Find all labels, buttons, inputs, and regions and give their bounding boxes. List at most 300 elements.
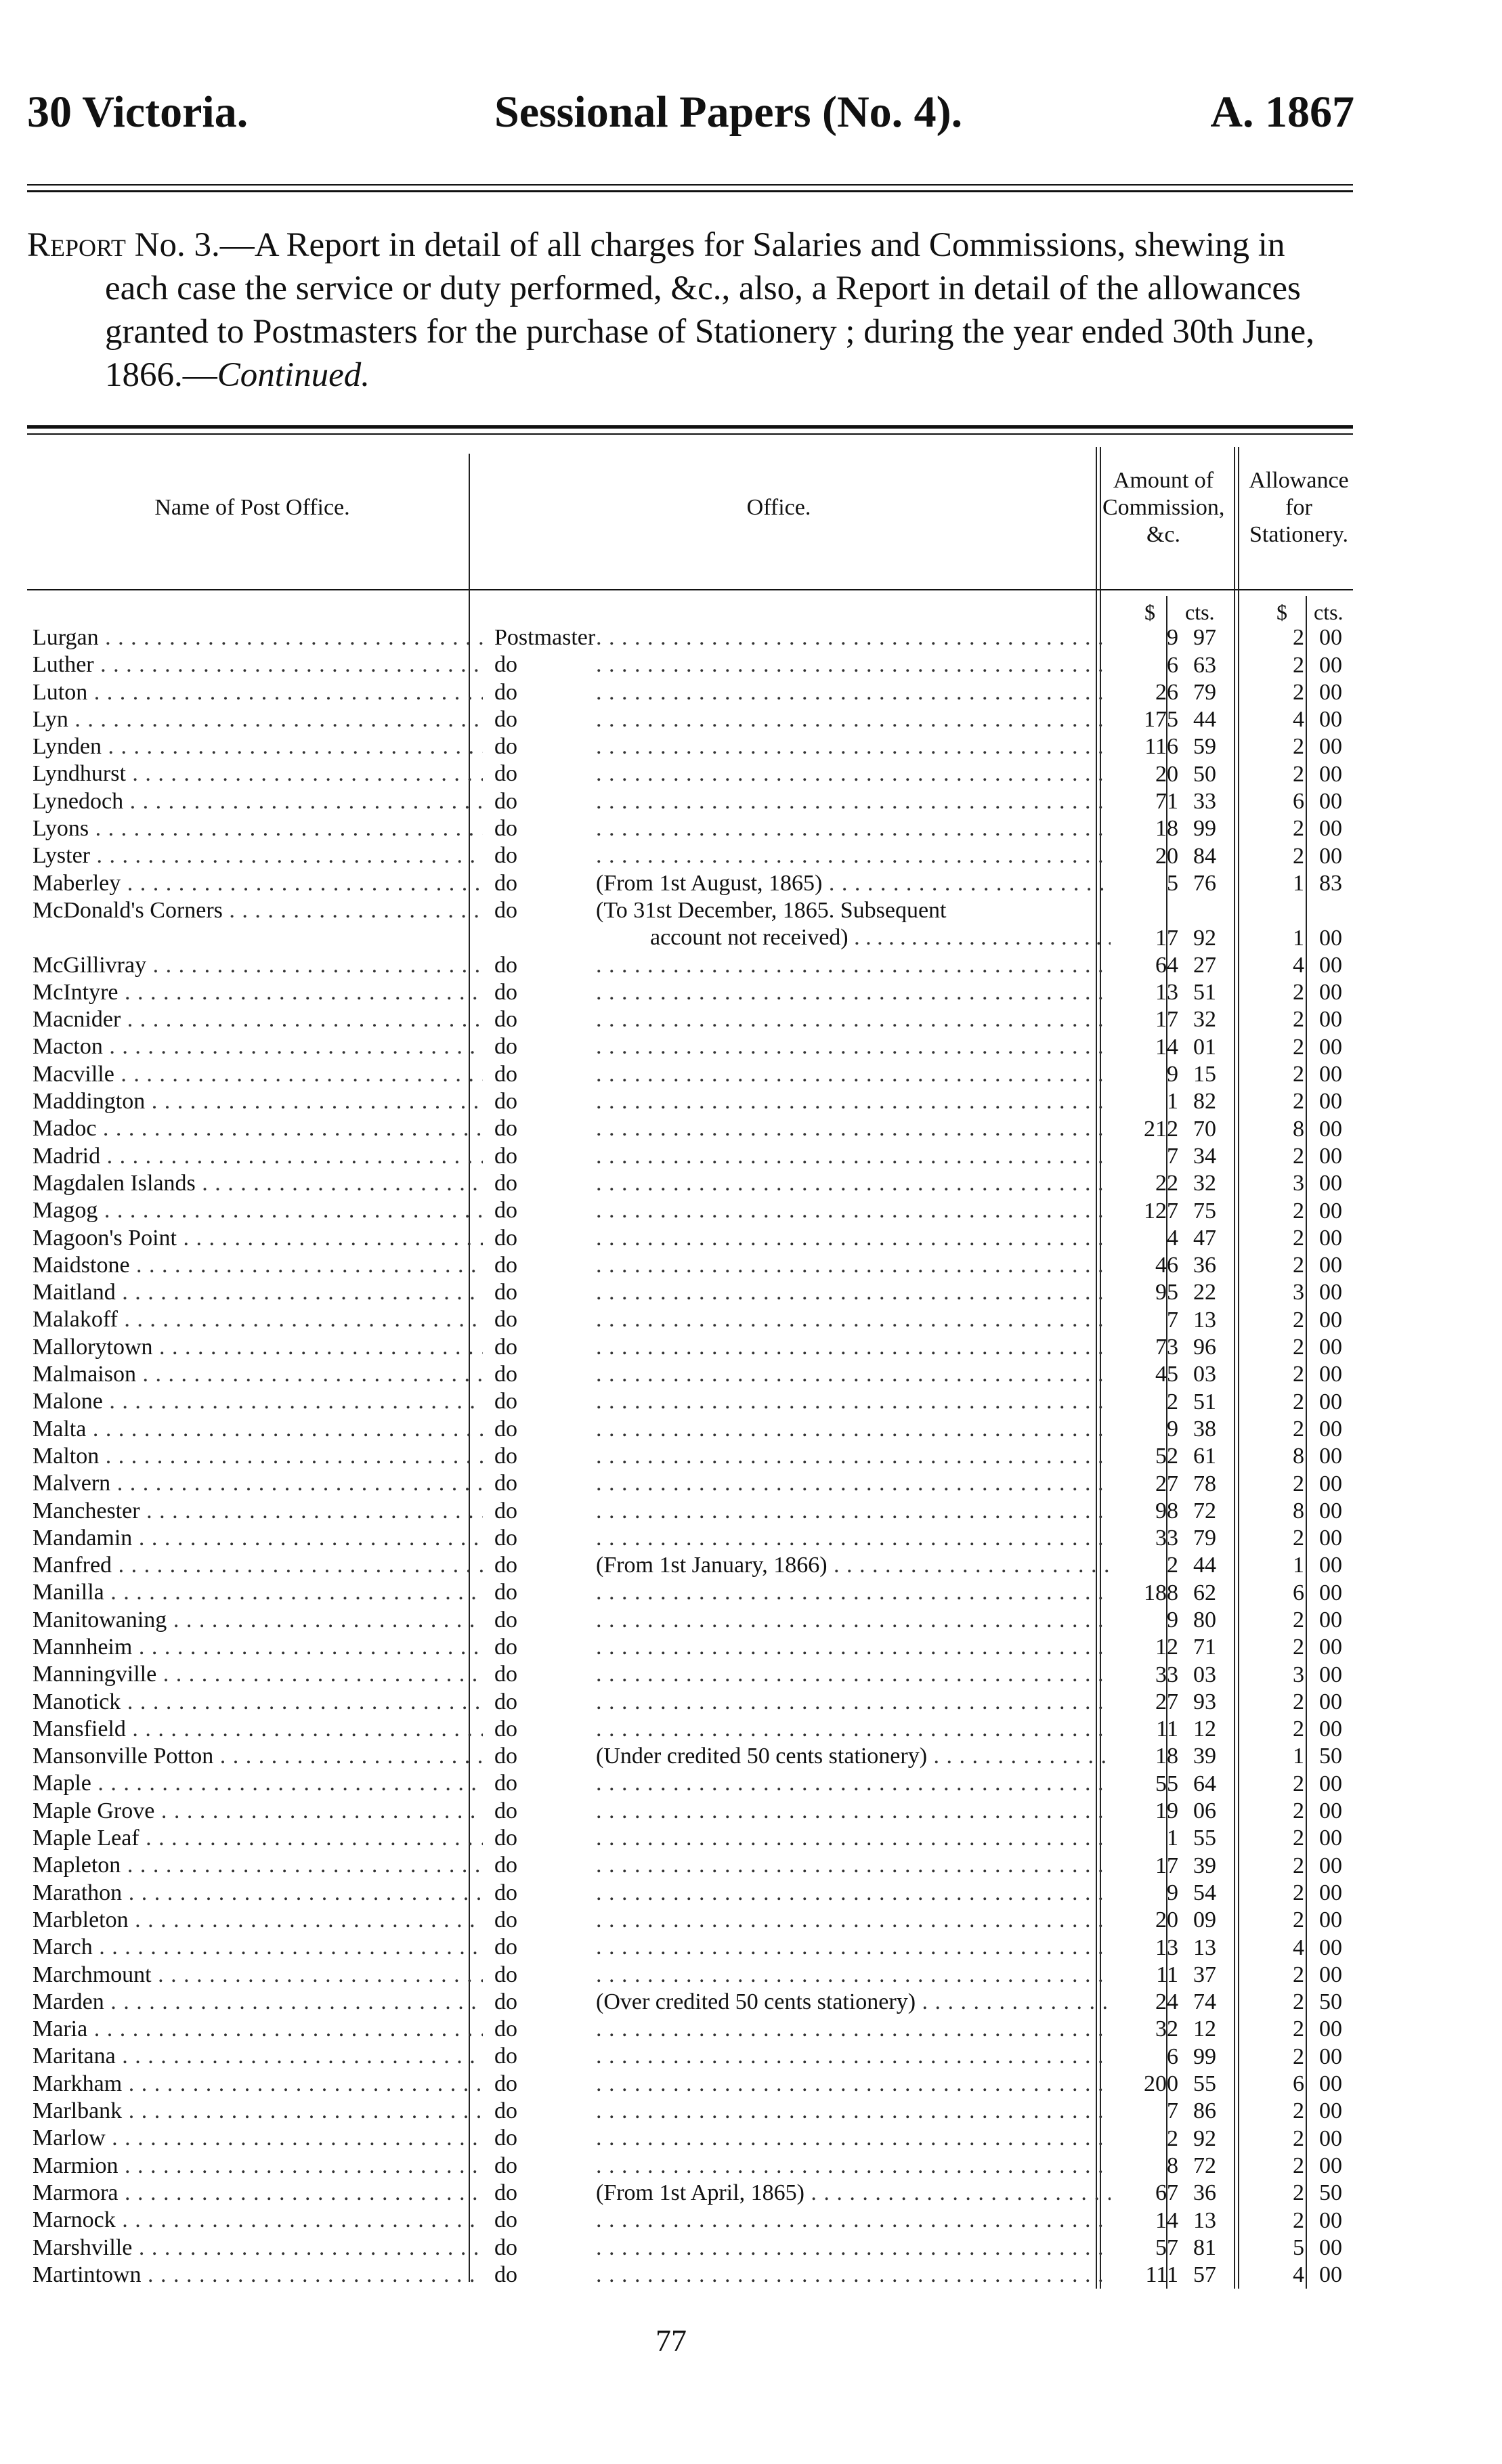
remark: (From 1st January, 1866) . . .: [596, 1552, 1111, 1579]
commission-cents: 01: [1193, 1034, 1216, 1060]
stationery-cents: 00: [1319, 1225, 1342, 1251]
table-row: [27, 1252, 1354, 1279]
office-title: do: [494, 1607, 517, 1633]
stationery-cents: 00: [1319, 1471, 1342, 1496]
office-title: do: [494, 1334, 517, 1360]
post-office-name: Lyn . . .: [33, 706, 483, 733]
commission-cents: 84: [1193, 843, 1216, 869]
commission-cents: 63: [1193, 652, 1216, 678]
table-row: [27, 1525, 1354, 1552]
post-office-name: McDonald's Corners . . .: [33, 897, 483, 924]
post-office-name: Marathon . . .: [33, 1880, 483, 1907]
post-office-name: Maple . . .: [33, 1770, 483, 1797]
commission-cents: 75: [1193, 1198, 1216, 1224]
post-office-name: Manitowaning . . .: [33, 1607, 483, 1634]
stationery-cents: 00: [1319, 734, 1342, 760]
stationery-cents: 00: [1319, 1034, 1342, 1060]
stationery-cents: 00: [1319, 789, 1342, 815]
post-office-name: Mannheim . . .: [33, 1634, 483, 1661]
stationery-cents: 00: [1319, 1498, 1342, 1523]
remark: [596, 979, 1111, 1006]
stationery-cents: 00: [1319, 707, 1342, 733]
commission-cents: 03: [1193, 1362, 1216, 1387]
column-header-stationery: Allowance for Stationery.: [1249, 468, 1349, 547]
table-row: [27, 2098, 1354, 2125]
commission-cents: 76: [1193, 870, 1216, 896]
post-office-name: Maple Leaf . . .: [33, 1825, 483, 1852]
office-title: do: [494, 1034, 517, 1060]
remark: [596, 1934, 1111, 1961]
stationery-dollars: 6: [1293, 2071, 1304, 2097]
table-row: [27, 1498, 1354, 1525]
table-row: [27, 1306, 1354, 1333]
commission-cents: 38: [1193, 1416, 1216, 1442]
commission-dollars: 67: [1155, 2180, 1178, 2206]
commission-cents: 72: [1193, 1498, 1216, 1523]
remark: [596, 1770, 1111, 1797]
post-office-name: Marchmount . . .: [33, 1962, 483, 1989]
stationery-dollars: 4: [1293, 707, 1304, 733]
table-row: [27, 1170, 1354, 1197]
stationery-cents: 00: [1319, 1116, 1342, 1142]
office-title: do: [494, 1170, 517, 1196]
table-row: [27, 1634, 1354, 1661]
remark: [596, 1907, 1111, 1934]
table-row: [27, 842, 1354, 869]
stationery-dollars: 2: [1293, 679, 1304, 705]
post-office-name: Maple Grove . . .: [33, 1798, 483, 1825]
remark: [596, 1170, 1111, 1197]
column-header-name: Name of Post Office.: [154, 495, 350, 520]
table-row: [27, 979, 1354, 1006]
commission-cents: 44: [1193, 707, 1216, 733]
remark: [596, 1416, 1111, 1443]
table-row: [27, 1470, 1354, 1497]
office-title: do: [494, 2180, 517, 2205]
remark: [596, 679, 1111, 706]
commission-dollars: 17: [1155, 1853, 1178, 1878]
commission-cents: 92: [1193, 2125, 1216, 2151]
commission-dollars: 20: [1155, 761, 1178, 787]
commission-cents: 80: [1193, 1607, 1216, 1633]
office-title: do: [494, 1662, 517, 1687]
stationery-dollars: 1: [1293, 1744, 1304, 1769]
table-row: [27, 2234, 1354, 2262]
stationery-cents: 00: [1319, 2207, 1342, 2233]
post-office-name: Mallorytown . . .: [33, 1334, 483, 1361]
table-row: [27, 1416, 1354, 1443]
commission-cents: 57: [1193, 2262, 1216, 2288]
stationery-dollars: 2: [1293, 1471, 1304, 1496]
stationery-cents: 00: [1319, 2044, 1342, 2069]
stationery-dollars: 2: [1293, 2207, 1304, 2233]
remark: [596, 1661, 1111, 1688]
header-year: A. 1867: [1210, 87, 1354, 137]
stationery-cents: 83: [1319, 870, 1342, 896]
report-text: No. 3.—A Report in detail of all charges for Salaries and Commissions, shewing in each case the service or duty performed, &c., also, a Report in detail of the allowances granted to Postmasters for the purchase of Stationery ; during the year ended 30th June, 1866.—: [105, 226, 1314, 394]
commission-dollars: 127: [1144, 1198, 1178, 1224]
post-office-name: Malta . . .: [33, 1416, 483, 1443]
stationery-cents: 00: [1319, 816, 1342, 842]
post-office-name: McIntyre . . .: [33, 979, 483, 1006]
post-office-name: Maria . . .: [33, 2016, 483, 2043]
stationery-cents: 00: [1319, 1825, 1342, 1851]
stationery-dollars: 2: [1293, 1825, 1304, 1851]
commission-cents: 78: [1193, 1471, 1216, 1496]
stationery-cents: 00: [1319, 2234, 1342, 2260]
commission-cents: 51: [1193, 980, 1216, 1006]
commission-dollars: 27: [1155, 1689, 1178, 1714]
stationery-dollars: 2: [1293, 2180, 1304, 2206]
remark: [596, 1607, 1111, 1634]
office-title: do: [494, 1007, 517, 1033]
commission-dollars: 57: [1155, 2234, 1178, 2260]
stationery-dollars: 4: [1293, 2262, 1304, 2288]
commission-dollars: 9: [1167, 1880, 1178, 1905]
commission-dollars: 17: [1155, 925, 1178, 951]
post-office-name: Maddington . . .: [33, 1088, 483, 1115]
stationery-dollars: 2: [1293, 1716, 1304, 1742]
stationery-dollars: 2: [1293, 1253, 1304, 1278]
stationery-dollars: 5: [1293, 2234, 1304, 2260]
post-office-name: Marbleton . . .: [33, 1907, 483, 1934]
stationery-cents: 00: [1319, 1389, 1342, 1414]
table-row: [27, 1115, 1354, 1142]
office-title: do: [494, 1853, 517, 1878]
commission-dollars: 14: [1155, 1034, 1178, 1060]
stationery-cents: 00: [1319, 1307, 1342, 1333]
commission-dollars: 1: [1167, 1089, 1178, 1115]
table-row: [27, 1552, 1354, 1579]
table-row: [27, 1579, 1354, 1606]
commission-cents: 99: [1193, 2044, 1216, 2069]
table-row: [27, 1770, 1354, 1797]
post-office-name: Maritana . . .: [33, 2043, 483, 2070]
commission-cents: 93: [1193, 1689, 1216, 1714]
office-title: do: [494, 2262, 517, 2287]
stationery-cents: 00: [1319, 1089, 1342, 1115]
stationery-dollars: 2: [1293, 1034, 1304, 1060]
office-title: do: [494, 1907, 517, 1932]
remark: [596, 1361, 1111, 1388]
table-row: [27, 952, 1354, 979]
remark: [596, 2125, 1111, 2152]
commission-cents: 32: [1193, 1171, 1216, 1196]
commission-dollars: 188: [1144, 1580, 1178, 1605]
commission-dollars: 20: [1155, 1907, 1178, 1933]
post-office-name: Malone . . .: [33, 1388, 483, 1415]
office-title: Postmaster: [494, 625, 596, 650]
commission-dollars: 24: [1155, 1989, 1178, 2015]
table-row: [27, 1225, 1354, 1252]
post-office-name: Marlow . . .: [33, 2125, 483, 2152]
remark: [596, 1115, 1111, 1142]
commission-dollars: 9: [1167, 1062, 1178, 1087]
stationery-cents: 00: [1319, 843, 1342, 869]
office-title: do: [494, 734, 517, 760]
table-row: [27, 1361, 1354, 1388]
stationery-dollar-unit: $: [1276, 600, 1287, 624]
table-row: [27, 1934, 1354, 1961]
header-session: 30 Victoria.: [27, 87, 249, 137]
header-rule-thick: [27, 190, 1353, 192]
remark: [596, 1088, 1111, 1115]
stationery-cents: 00: [1319, 1798, 1342, 1824]
commission-cents: 36: [1193, 2180, 1216, 2206]
remark: [596, 1306, 1111, 1333]
stationery-dollars: 2: [1293, 1225, 1304, 1251]
post-office-name: Maitland . . .: [33, 1279, 483, 1306]
post-office-name: Lyons . . .: [33, 815, 483, 842]
table-row: [27, 788, 1354, 815]
remark: [596, 2016, 1111, 2043]
stationery-dollars: 2: [1293, 761, 1304, 787]
remark: [596, 760, 1111, 787]
stationery-dollars: 1: [1293, 870, 1304, 896]
stationery-cents-unit: cts.: [1314, 600, 1344, 624]
stationery-cents: 00: [1319, 925, 1342, 951]
office-title: do: [494, 652, 517, 678]
commission-dollars: 4: [1167, 1225, 1178, 1251]
stationery-dollars: 2: [1293, 1989, 1304, 2015]
post-office-name: Mapleton . . .: [33, 1852, 483, 1879]
table-row: [27, 1962, 1354, 1989]
office-title: do: [494, 897, 517, 923]
commission-dollars: 7: [1167, 1143, 1178, 1169]
table-row: [27, 651, 1354, 678]
stationery-dollars: 2: [1293, 1853, 1304, 1878]
remark: [596, 2071, 1111, 2098]
remark: [596, 1252, 1111, 1279]
stationery-dollars: 2: [1293, 980, 1304, 1006]
remark: [596, 706, 1111, 733]
remark: [596, 624, 1111, 651]
commission-dollars: 95: [1155, 1280, 1178, 1305]
stationery-cents: 00: [1319, 1362, 1342, 1387]
office-title: do: [494, 1771, 517, 1796]
stationery-dollars: 2: [1293, 2098, 1304, 2124]
table-row: [27, 1033, 1354, 1060]
post-office-name: Magdalen Islands . . .: [33, 1170, 483, 1197]
stationery-dollars: 2: [1293, 652, 1304, 678]
stationery-cents: 00: [1319, 952, 1342, 978]
commission-dollars: 9: [1167, 1416, 1178, 1442]
stationery-dollars: 1: [1293, 1553, 1304, 1578]
stationery-dollars: 2: [1293, 1389, 1304, 1414]
post-office-name: Luton . . .: [33, 679, 483, 706]
office-title: do: [494, 2125, 517, 2151]
table-row: [27, 1006, 1354, 1033]
stationery-cents: 00: [1319, 1062, 1342, 1087]
stationery-dollars: 3: [1293, 1662, 1304, 1687]
commission-dollars: 6: [1167, 2044, 1178, 2069]
post-office-name: Macnider . . .: [33, 1006, 483, 1033]
stationery-dollars: 2: [1293, 1689, 1304, 1714]
table-row: [27, 870, 1354, 897]
remark: [596, 1825, 1111, 1852]
commission-cents: 54: [1193, 1880, 1216, 1905]
post-office-name: Marmora . . .: [33, 2180, 483, 2207]
commission-cents: 55: [1193, 2071, 1216, 2097]
table-top-rule-thin: [27, 433, 1353, 435]
stationery-dollars: 2: [1293, 1526, 1304, 1551]
table-row: [27, 1716, 1354, 1743]
commission-dollars: 33: [1155, 1662, 1178, 1687]
stationery-cents: 00: [1319, 1335, 1342, 1360]
remark: [596, 897, 1111, 951]
remark: [596, 842, 1111, 869]
stationery-dollars: 2: [1293, 1798, 1304, 1824]
post-office-name: Madoc . . .: [33, 1115, 483, 1142]
commission-dollars: 55: [1155, 1771, 1178, 1796]
remark: [596, 815, 1111, 842]
remark: [596, 1470, 1111, 1497]
table-row: [27, 2016, 1354, 2043]
stationery-cents: 00: [1319, 1771, 1342, 1796]
table-row: [27, 2262, 1354, 2289]
remark: [596, 1225, 1111, 1252]
post-office-name: Malton . . .: [33, 1443, 483, 1470]
remark: (Over credited 50 cents stationery) . . .: [596, 1989, 1111, 2016]
remark: [596, 1197, 1111, 1224]
office-title: do: [494, 2098, 517, 2124]
commission-cents: 44: [1193, 1553, 1216, 1578]
commission-cents: 64: [1193, 1771, 1216, 1796]
commission-dollars: 46: [1155, 1253, 1178, 1278]
remark: [596, 1525, 1111, 1552]
report-label: Report: [27, 226, 126, 264]
office-title: do: [494, 1389, 517, 1414]
office-title: do: [494, 2207, 517, 2233]
commission-dollars: 5: [1167, 870, 1178, 896]
post-office-name: Luther . . .: [33, 651, 483, 678]
commission-dollars: 19: [1155, 1798, 1178, 1824]
commission-dollars: 116: [1144, 734, 1178, 760]
stationery-cents: 00: [1319, 625, 1342, 651]
table-row: [27, 1689, 1354, 1716]
stationery-dollars: 2: [1293, 1335, 1304, 1360]
stationery-cents: 50: [1319, 1989, 1342, 2015]
remark: [596, 1334, 1111, 1361]
commission-cents: 06: [1193, 1798, 1216, 1824]
remark: [596, 2098, 1111, 2125]
office-title: do: [494, 1116, 517, 1142]
stationery-dollars: 2: [1293, 625, 1304, 651]
commission-dollars: 71: [1155, 789, 1178, 815]
stationery-dollars: 2: [1293, 2125, 1304, 2151]
table-row: [27, 1334, 1354, 1361]
stationery-cents: 00: [1319, 1880, 1342, 1905]
post-office-name: Maidstone . . .: [33, 1252, 483, 1279]
remark: [596, 1443, 1111, 1470]
commission-cents: 51: [1193, 1389, 1216, 1414]
stationery-dollars: 2: [1293, 734, 1304, 760]
office-title: do: [494, 1553, 517, 1578]
remark: [596, 1033, 1111, 1060]
stationery-dollars: 2: [1293, 1062, 1304, 1087]
commission-dollars: 1: [1167, 1825, 1178, 1851]
post-office-name: McGillivray . . .: [33, 952, 483, 979]
office-title: do: [494, 870, 517, 896]
remark: [596, 651, 1111, 678]
stationery-dollars: 2: [1293, 1362, 1304, 1387]
stationery-dollars: 6: [1293, 789, 1304, 815]
header-title: Sessional Papers (No. 4).: [494, 87, 963, 137]
remark: [596, 1279, 1111, 1306]
post-office-name: Manchester . . .: [33, 1498, 483, 1525]
table-row: [27, 760, 1354, 787]
post-office-name: Mandamin . . .: [33, 1525, 483, 1552]
remark: [596, 2207, 1111, 2234]
office-title: do: [494, 1471, 517, 1496]
commission-dollars: 11: [1156, 1716, 1178, 1742]
table-row: [27, 1798, 1354, 1825]
office-title: do: [494, 1252, 517, 1278]
stationery-dollars: 2: [1293, 1771, 1304, 1796]
commission-dollars: 212: [1144, 1116, 1178, 1142]
office-title: do: [494, 1143, 517, 1169]
stationery-cents: 00: [1319, 1907, 1342, 1933]
office-title: do: [494, 1744, 517, 1769]
stationery-cents: 00: [1319, 2125, 1342, 2151]
office-title: do: [494, 1716, 517, 1742]
commission-dollars: 111: [1145, 2262, 1178, 2288]
stationery-dollars: 3: [1293, 1171, 1304, 1196]
office-title: do: [494, 1498, 517, 1523]
commission-cents: 50: [1193, 761, 1216, 787]
remark: [596, 1716, 1111, 1743]
office-title: do: [494, 1061, 517, 1087]
office-title: do: [494, 1634, 517, 1660]
report-heading: [27, 223, 1354, 397]
stationery-dollars: 8: [1293, 1498, 1304, 1523]
stationery-dollars: 2: [1293, 1198, 1304, 1224]
office-title: do: [494, 1280, 517, 1305]
office-title: do: [494, 679, 517, 705]
remark: [596, 1689, 1111, 1716]
commission-dollars: 27: [1155, 1471, 1178, 1496]
post-office-name: Lynden . . .: [33, 733, 483, 760]
remark: [596, 1498, 1111, 1525]
post-office-name: Marshville . . .: [33, 2234, 483, 2262]
stationery-cents: 00: [1319, 1580, 1342, 1605]
table-row: [27, 2207, 1354, 2234]
commission-dollars: 2: [1167, 2125, 1178, 2151]
commission-cents: 15: [1193, 1062, 1216, 1087]
office-title: do: [494, 1225, 517, 1251]
office-title: do: [494, 843, 517, 869]
column-header-commission: Amount of Commission, &c.: [1102, 468, 1225, 547]
post-office-name: Malmaison . . .: [33, 1361, 483, 1388]
office-title: do: [494, 2016, 517, 2042]
stationery-dollars: 2: [1293, 816, 1304, 842]
stationery-dollars: 8: [1293, 1444, 1304, 1469]
table-row: [27, 1061, 1354, 1088]
post-office-name: Lynedoch . . .: [33, 788, 483, 815]
commission-dollar-unit: $: [1144, 600, 1155, 624]
commission-cents: 36: [1193, 1253, 1216, 1278]
remark: [596, 1143, 1111, 1170]
table-row: [27, 1388, 1354, 1415]
remark: [596, 2262, 1111, 2289]
remark: [596, 788, 1111, 815]
table-row: [27, 815, 1354, 842]
post-office-name: Marmion . . .: [33, 2153, 483, 2180]
remark: [596, 1388, 1111, 1415]
stationery-cents: 00: [1319, 1853, 1342, 1878]
table-row: [27, 2043, 1354, 2070]
commission-cents: 99: [1193, 816, 1216, 842]
